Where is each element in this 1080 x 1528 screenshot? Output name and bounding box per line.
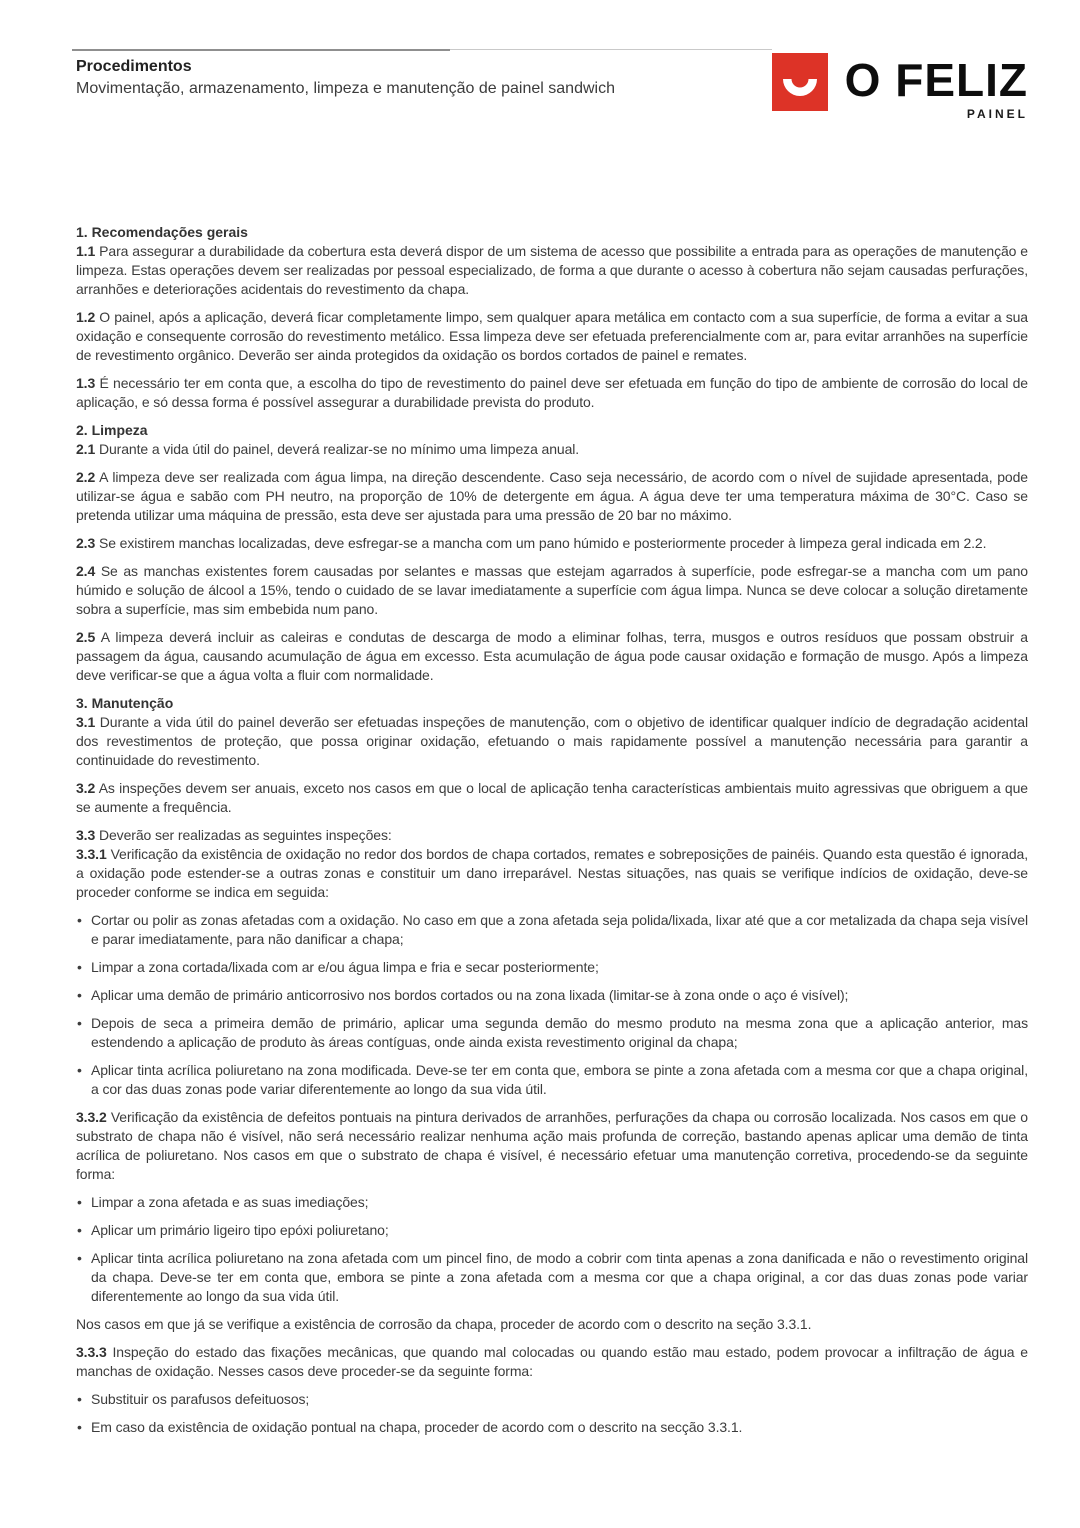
bullet-icon: •: [77, 912, 82, 928]
clause-number: 2.4: [76, 563, 96, 579]
paragraph-text: Se existirem manchas localizadas, deve esfregar-se a mancha com um pano húmido e posteriormente proceder à limpeza geral indicada em 2.2.: [98, 535, 987, 551]
paragraph: [76, 1343, 1028, 1381]
header-rule-light-segment: [450, 49, 772, 50]
clause-number: 2.3: [76, 535, 96, 551]
paragraph-text: Durante a vida útil do painel deverão ser efetuadas inspeções de manutenção, com o objetivo de identificar qualquer indício de degradação acidental dos revestimentos de proteção, que possa originar oxidação, efetuando o mais rapidamente possível a manutenção necessária para garantir a continuidade do revestimento.: [76, 714, 1028, 768]
bullet-item: [76, 1418, 1028, 1437]
bullet-item: [76, 1014, 1028, 1052]
bullet-item: [76, 1249, 1028, 1306]
paragraph-text: A limpeza deverá incluir as caleiras e condutas de descarga de modo a eliminar folhas, terra, musgos e outros resíduos que possam obstruir a passagem da água, causando acumulação de água em excesso. Esta acumulação de água pode causar oxidação e formação de musgo. Após a limpeza deve verificar-se que a água volta a fluir com normalidade.: [76, 629, 1028, 683]
bullet-icon: •: [77, 1015, 82, 1031]
bullet-text: Aplicar tinta acrílica poliuretano na zona modificada. Deve-se ter em conta que, embora se pinte a zona afetada com a mesma cor que a chapa original, a cor das duas zonas pode variar diferentemente ao longo da sua vida útil.: [91, 1062, 1028, 1097]
paragraph: [76, 1108, 1028, 1184]
clause-number: 3.1: [76, 714, 96, 730]
bullet-icon: •: [77, 987, 82, 1003]
clause-number: 1.3: [76, 375, 96, 391]
bullet-icon: •: [77, 1250, 82, 1266]
bullet-text: Aplicar tinta acrílica poliuretano na zona afetada com um pincel fino, de modo a cobrir com tinta apenas a zona danificada e não o revestimento original da chapa. Deve-se ter em conta que, embora se pinte a zona afetada com a mesma cor que a chapa original, a cor das duas zonas pode variar diferentemente ao longo da sua vida útil.: [91, 1250, 1028, 1304]
section-manutencao: [76, 694, 1028, 1437]
paragraph-text: Inspeção do estado das fixações mecânicas, que quando mal colocadas ou quando estão mau estado, podem provocar a infiltração de água e manchas de oxidação. Nesses casos deve proceder-se da seguinte forma:: [76, 1344, 1028, 1379]
document-header: [76, 56, 615, 100]
paragraph-text: O painel, após a aplicação, deverá ficar completamente limpo, sem qualquer apara metálica em contacto com a sua superfície, de forma a evitar a sua oxidação e consequente corrosão do revestimento metálico. Essa limpeza deve ser efetuada preferencialmente com ar, para evitar arranhões na superfície de revestimento orgânico. Deverão ser ainda protegidos da oxidação os bordos cortados de painel e remates.: [76, 309, 1028, 363]
paragraph-text: Verificação da existência de defeitos pontuais na pintura derivados de arranhões, perfurações da chapa ou corrosão localizada. Nos casos em que o substrato de chapa não é visível, não será necessário realizar nenhuma ação mais profunda de correção, bastando apenas aplicar uma demão de tinta acrílica de poliuretano. Nos casos em que o substrato de chapa é visível, é necessário efetuar uma manutenção corretiva, procedendo-se da seguinte forma:: [76, 1109, 1028, 1182]
logo-mark: [772, 53, 828, 111]
bullet-item: [76, 1390, 1028, 1409]
paragraph-text: Verificação da existência de oxidação no redor dos bordos de chapa cortados, remates e sobreposições de painéis. Quando esta questão é ignorada, a oxidação pode estender-se a outras zonas e constituir um dano irreparável. Nestas situações, nas quais se verifique indícios de oxidação, deve-se proceder conforme se indica em seguida:: [76, 846, 1028, 900]
paragraph-text: A limpeza deve ser realizada com água limpa, na direção descendente. Caso seja necessário, de acordo com o nível de sujidade apresentada, pode utilizar-se água e sabão com PH neutro, na proporção de 10% de detergente em água. A água deve ter uma temperatura máxima de 30°C. Caso se pretenda utilizar uma máquina de pressão, esta deve ser ajustada para uma pressão de 20 bar no máximo.: [76, 469, 1028, 523]
page-title: Procedimentos: [76, 58, 192, 75]
page-subtitle: Movimentação, armazenamento, limpeza e manutenção de painel sandwich: [76, 80, 615, 97]
section-limpeza: [76, 421, 1028, 685]
paragraph: [76, 713, 1028, 770]
header-rule-dark-segment: [72, 49, 450, 51]
paragraph: [76, 468, 1028, 525]
bullet-item: [76, 911, 1028, 949]
clause-number: 3.3.2: [76, 1109, 107, 1125]
paragraph-text: Se as manchas existentes forem causadas por selantes e massas que estejam agarrados à superfície, pode esfregar-se a mancha com um pano húmido e solução de álcool a 15%, tendo o cuidado de se lavar imediatamente a superfície com água limpa. Nunca se deve colocar a solução diretamente sobra a superfície, mas sim embebida num pano.: [76, 563, 1028, 617]
section-heading: 1. Recomendações gerais: [76, 224, 248, 240]
bullet-icon: •: [77, 1391, 82, 1407]
section-heading: 3. Manutenção: [76, 695, 174, 711]
clause-number: 3.2: [76, 780, 96, 796]
bullet-text: Aplicar uma demão de primário anticorrosivo nos bordos cortados ou na zona lixada (limitar-se à zona onde o aço é visível);: [91, 987, 849, 1003]
paragraph: [76, 242, 1028, 299]
paragraph: [76, 562, 1028, 619]
paragraph: [76, 1315, 1028, 1334]
bullet-text: Cortar ou polir as zonas afetadas com a oxidação. No caso em que a zona afetada seja polida/lixada, lixar até que a cor metalizada da chapa seja visível e parar imediatamente, para não danificar a chapa;: [91, 912, 1028, 947]
section-recomendacoes-gerais: [76, 223, 1028, 412]
clause-number: 2.2: [76, 469, 96, 485]
paragraph: [76, 308, 1028, 365]
paragraph: [76, 374, 1028, 412]
bullet-item: [76, 958, 1028, 977]
clause-number: 1.1: [76, 243, 96, 259]
bullet-item: [76, 1221, 1028, 1240]
clause-number: 3.3.1: [76, 846, 107, 862]
bullet-item: [76, 986, 1028, 1005]
paragraph-text: Para assegurar a durabilidade da cobertura esta deverá dispor de um sistema de acesso que possibilite a entrada para as operações de manutenção e limpeza. Estas operações devem ser realizadas por pessoal especializado, de forma a que durante o acesso à cobertura não sejam causadas perfurações, arranhões e deteriorações acidentais do revestimento da chapa.: [76, 243, 1028, 297]
bullet-item: [76, 1193, 1028, 1212]
paragraph-text: Deverão ser realizadas as seguintes inspeções:: [98, 827, 392, 843]
bullet-text: Limpar a zona afetada e as suas imediações;: [91, 1194, 369, 1210]
bullet-icon: •: [77, 959, 82, 975]
bullet-text: Substituir os parafusos defeituosos;: [91, 1391, 310, 1407]
logo: [772, 53, 1028, 121]
clause-number: 3.3.3: [76, 1344, 107, 1360]
paragraph-text: É necessário ter em conta que, a escolha do tipo de revestimento do painel deve ser efetuada em função do tipo de ambiente de corrosão do local de aplicação, e só dessa forma é possível assegurar a durabilidade prevista do produto.: [76, 375, 1028, 410]
bullet-icon: •: [77, 1194, 82, 1210]
bullet-text: Em caso da existência de oxidação pontual na chapa, proceder de acordo com o descrito na secção 3.3.1.: [91, 1419, 743, 1435]
paragraph-text: Durante a vida útil do painel, deverá realizar-se no mínimo uma limpeza anual.: [98, 441, 580, 457]
paragraph-text: As inspeções devem ser anuais, exceto nos casos em que o local de aplicação tenha características ambientais muito agressivas que obriguem a que se aumente a frequência.: [76, 780, 1028, 815]
bullet-text: Limpar a zona cortada/lixada com ar e/ou água limpa e fria e secar posteriormente;: [91, 959, 599, 975]
paragraph: [76, 534, 1028, 553]
clause-number: 3.3: [76, 827, 96, 843]
paragraph: [76, 440, 1028, 459]
logo-text: [845, 53, 1028, 121]
bullet-text: Depois de seca a primeira demão de primário, aplicar uma segunda demão do mesmo produto na mesma zona que a aplicação anterior, mas estendendo a aplicação de produto às áreas contíguas, onde ainda exista revestimento original da chapa;: [91, 1015, 1028, 1050]
paragraph: [76, 779, 1028, 817]
bullet-icon: •: [77, 1062, 82, 1078]
paragraph: [76, 845, 1028, 902]
clause-number: 1.2: [76, 309, 96, 325]
document-body: [76, 223, 1028, 1446]
section-heading: 2. Limpeza: [76, 422, 148, 438]
logo-sub-label: PAINEL: [966, 107, 1028, 121]
smile-icon: [772, 53, 828, 111]
paragraph: [76, 628, 1028, 685]
bullet-text: Aplicar um primário ligeiro tipo epóxi poliuretano;: [91, 1222, 389, 1238]
header-rule: [72, 49, 772, 52]
bullet-icon: •: [77, 1222, 82, 1238]
clause-number: 2.5: [76, 629, 96, 645]
paragraph-text: Nos casos em que já se verifique a existência de corrosão da chapa, proceder de acordo com o descrito na seção 3.3.1.: [76, 1316, 812, 1332]
logo-wordmark: O FELIZ: [844, 54, 1028, 106]
paragraph: [76, 826, 1028, 845]
bullet-icon: •: [77, 1419, 82, 1435]
clause-number: 2.1: [76, 441, 96, 457]
bullet-item: [76, 1061, 1028, 1099]
